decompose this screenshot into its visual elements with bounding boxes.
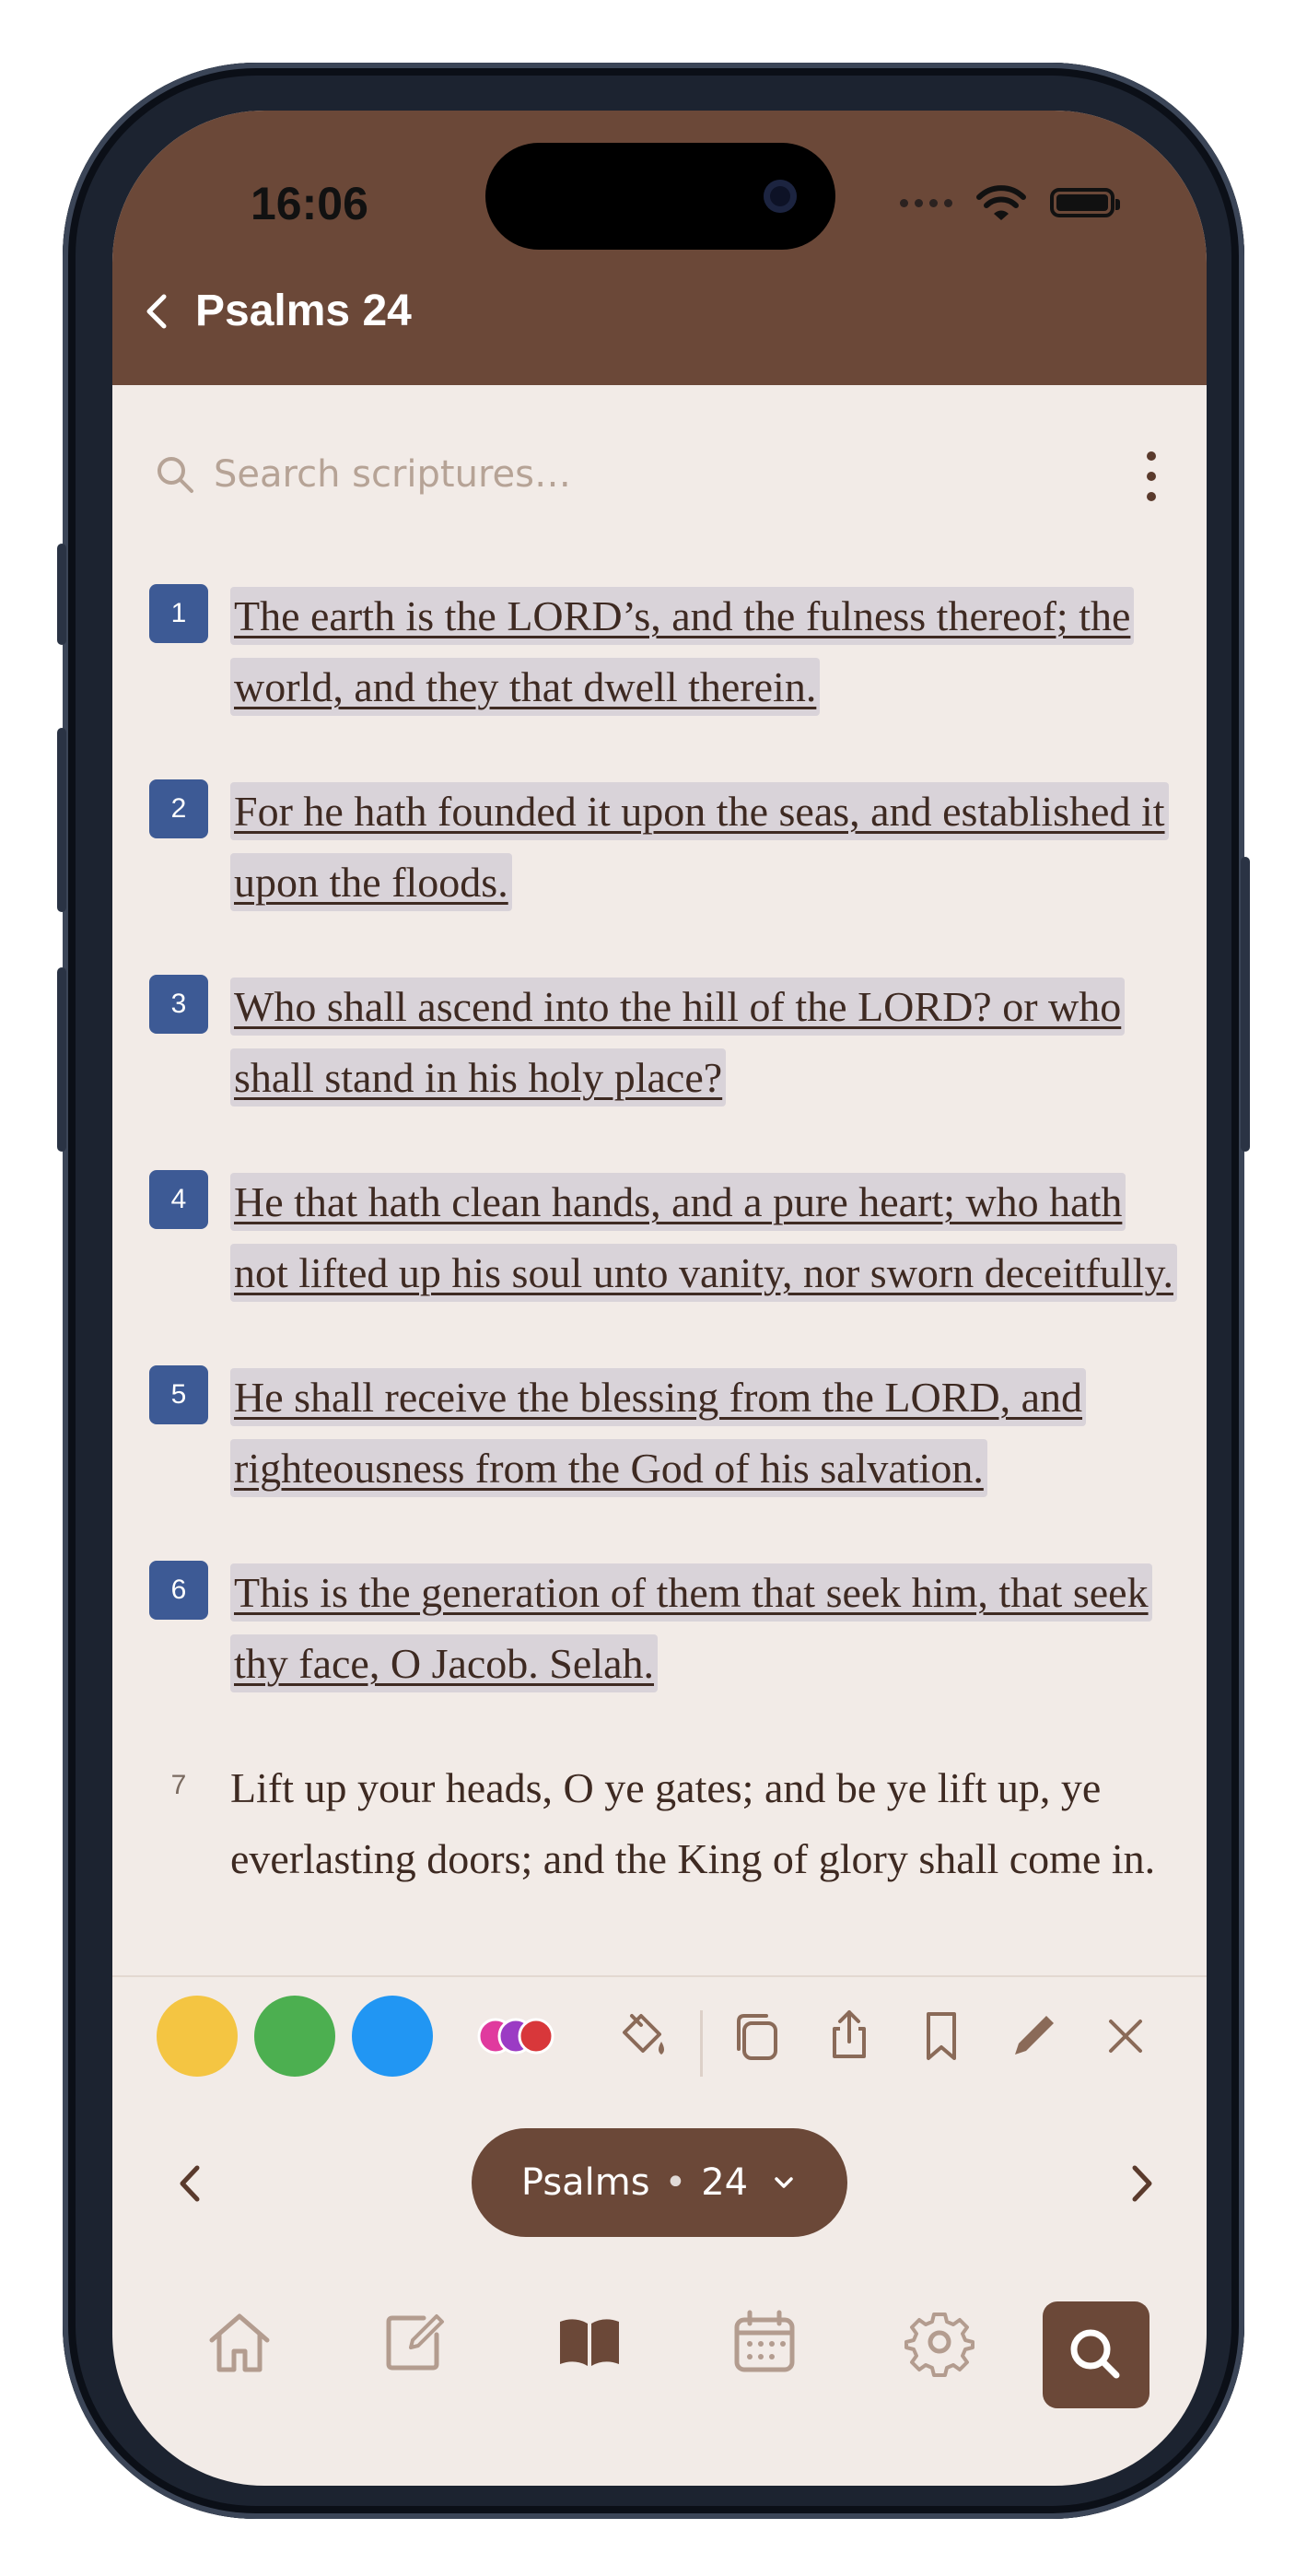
search-bar[interactable] [155, 442, 1140, 507]
verse-text: This is the generation of them that seek him, that seek thy face, O Jacob. Selah. [230, 1557, 1181, 1699]
search-icon [1043, 2301, 1149, 2408]
paint-bucket-icon[interactable] [615, 2008, 671, 2064]
share-icon[interactable] [822, 2007, 877, 2062]
header-bar [112, 111, 1207, 385]
verse-4[interactable] [149, 1166, 1181, 1308]
pencil-icon[interactable] [1006, 2008, 1061, 2064]
verse-6[interactable] [149, 1557, 1181, 1699]
toolbar-divider [700, 2010, 703, 2077]
settings-icon[interactable] [903, 2305, 976, 2379]
verse-number-badge: 2 [149, 779, 208, 838]
search-input[interactable]: Search scriptures… [214, 453, 571, 496]
verse-2[interactable] [149, 776, 1181, 918]
page-title: Psalms 24 [195, 287, 412, 335]
next-chapter-icon[interactable] [1118, 2160, 1164, 2207]
home-icon[interactable] [203, 2305, 276, 2379]
verse-number-badge: 1 [149, 584, 208, 643]
verse-5[interactable] [149, 1362, 1181, 1504]
verse-text: He shall receive the blessing from the LORD, and righteousness from the God of his salvation. [230, 1362, 1181, 1504]
volume-up-button [57, 728, 66, 912]
status-time: 16:06 [251, 178, 368, 229]
verse-1[interactable] [149, 580, 1181, 722]
status-indicators [900, 184, 1114, 221]
mute-switch [57, 544, 66, 645]
yellow-highlight-swatch[interactable] [157, 1996, 238, 2077]
chapter-selector-button[interactable] [472, 2128, 847, 2237]
chapter-number: 24 [701, 2161, 749, 2204]
green-highlight-swatch[interactable] [254, 1996, 335, 2077]
app-screen [112, 111, 1207, 2486]
copy-icon[interactable] [729, 2008, 785, 2064]
dynamic-island [485, 143, 835, 250]
notes-icon[interactable] [378, 2305, 451, 2379]
signal-icon [900, 199, 952, 207]
verse-number: 7 [170, 1770, 187, 1800]
calendar-icon[interactable] [728, 2305, 801, 2379]
battery-icon [1050, 188, 1114, 217]
camera-icon [764, 180, 797, 213]
search-icon [155, 454, 195, 495]
verse-7[interactable] [149, 1752, 1181, 1894]
verse-list [149, 580, 1181, 1948]
verse-number-badge: 6 [149, 1561, 208, 1620]
verse-number-badge: 4 [149, 1170, 208, 1229]
volume-down-button [57, 967, 66, 1152]
more-options-icon[interactable] [1142, 451, 1161, 507]
verse-text: Who shall ascend into the hill of the LORD? or who shall stand in his holy place? [230, 971, 1181, 1113]
chevron-down-icon [770, 2169, 798, 2196]
verse-text: For he hath founded it upon the seas, and established it upon the floods. [230, 776, 1181, 918]
blue-highlight-swatch[interactable] [352, 1996, 433, 2077]
verse-text: The earth is the LORD’s, and the fulness thereof; the world, and they that dwell therein. [230, 580, 1181, 722]
wifi-icon [976, 184, 1026, 221]
verse-number-badge: 5 [149, 1365, 208, 1424]
multicolor-icon[interactable] [472, 2007, 564, 2066]
verse-3[interactable] [149, 971, 1181, 1113]
bookmark-icon[interactable] [914, 2008, 969, 2064]
separator-dot: • [664, 2161, 687, 2204]
previous-chapter-icon[interactable] [168, 2160, 214, 2207]
verse-text: He that hath clean hands, and a pure heart; who hath not lifted up his soul unto vanity, nor sworn deceitfully. [230, 1166, 1181, 1308]
power-button [1241, 857, 1250, 1152]
book-name: Psalms [520, 2161, 650, 2204]
verse-number-badge: 3 [149, 975, 208, 1034]
close-icon[interactable] [1098, 2008, 1153, 2064]
chevron-left-icon[interactable] [140, 293, 177, 330]
tab-search[interactable] [1043, 2301, 1149, 2408]
verse-text: Lift up your heads, O ye gates; and be ye lift up, ye everlasting doors; and the King of glory shall come in. [230, 1764, 1156, 1882]
book-icon[interactable] [553, 2305, 626, 2379]
